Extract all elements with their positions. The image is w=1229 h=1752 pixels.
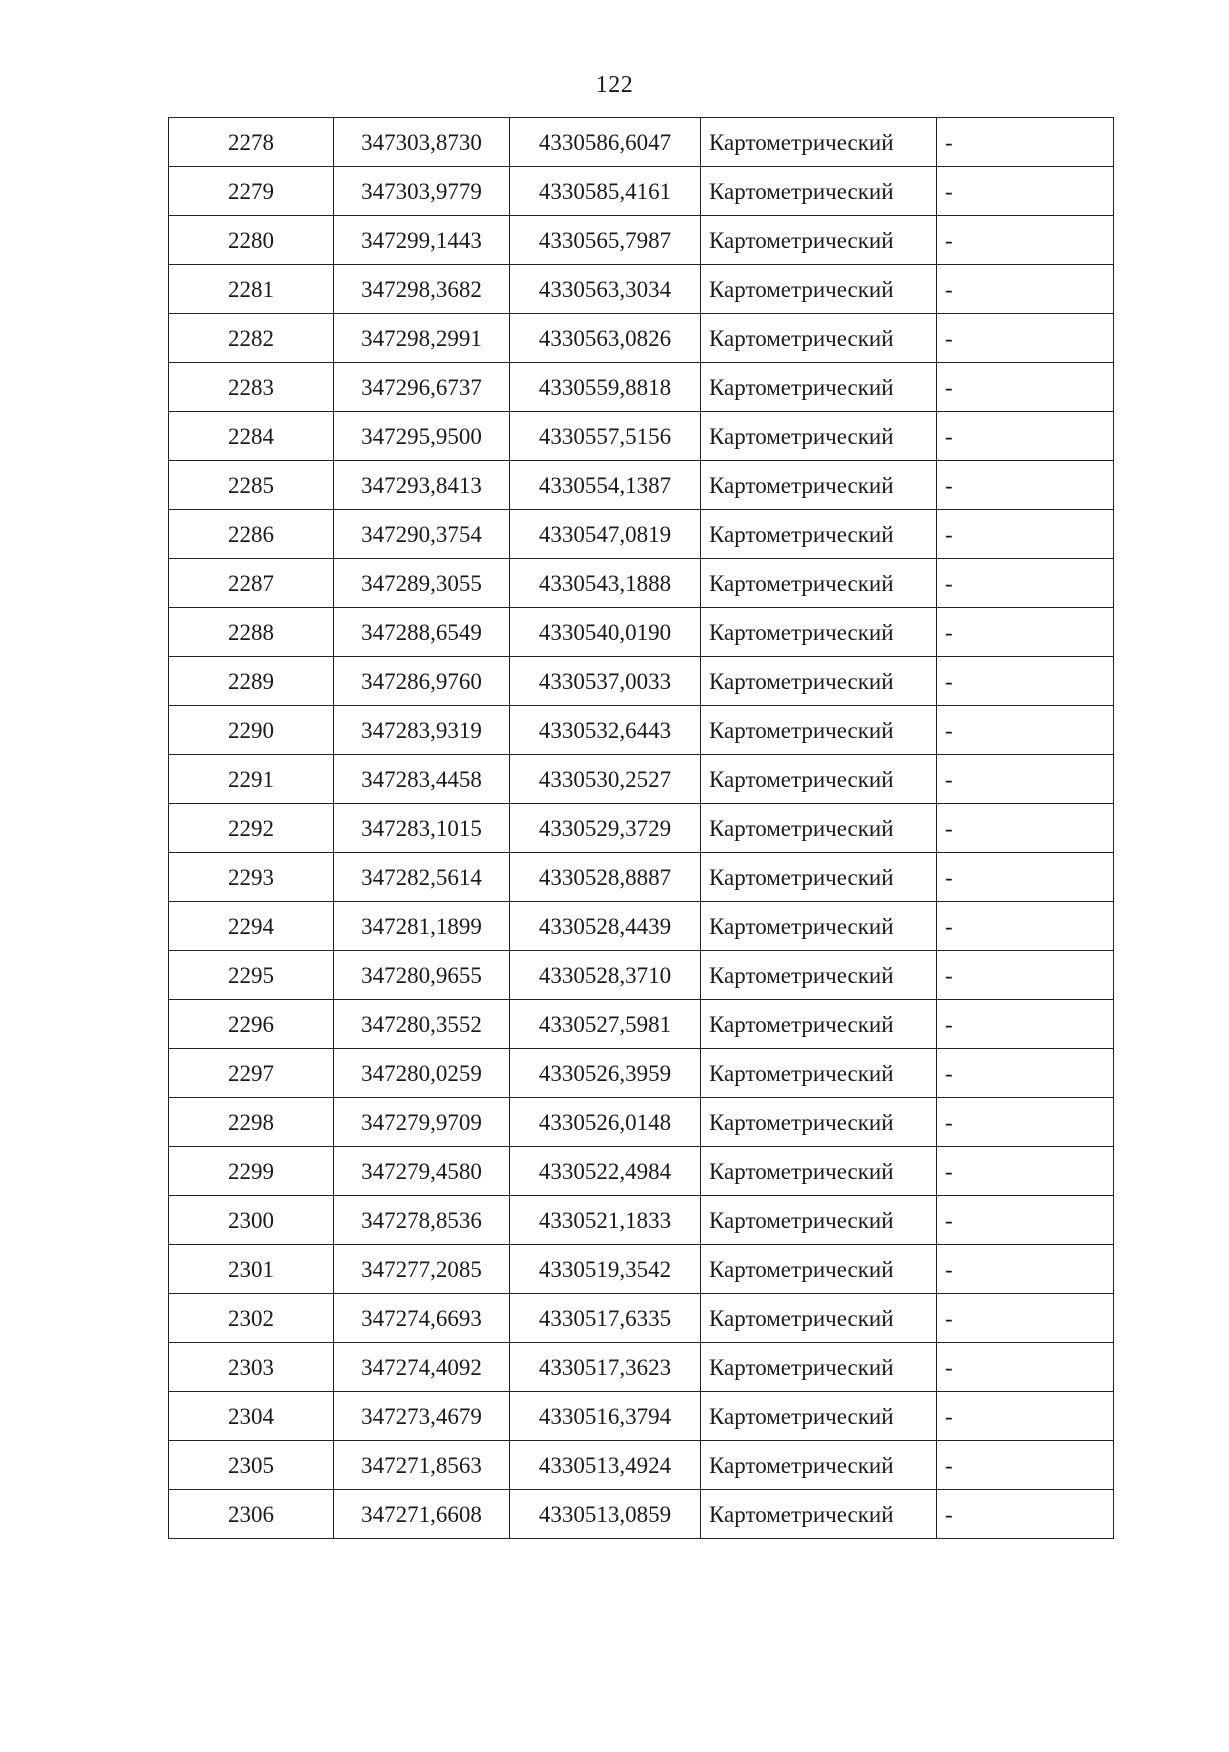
method-cell: Картометрический — [701, 1441, 937, 1490]
point-number-cell: 2293 — [169, 853, 334, 902]
method-cell: Картометрический — [701, 118, 937, 167]
x-coordinate-cell: 347280,9655 — [334, 951, 510, 1000]
point-number-cell: 2288 — [169, 608, 334, 657]
error-cell: - — [937, 1196, 1114, 1245]
method-cell: Картометрический — [701, 1490, 937, 1539]
y-coordinate-cell: 4330526,3959 — [510, 1049, 701, 1098]
x-coordinate-cell: 347274,4092 — [334, 1343, 510, 1392]
y-coordinate-cell: 4330528,8887 — [510, 853, 701, 902]
point-number-cell: 2302 — [169, 1294, 334, 1343]
table-row — [169, 412, 1114, 461]
table-row — [169, 1098, 1114, 1147]
x-coordinate-cell: 347296,6737 — [334, 363, 510, 412]
y-coordinate-cell: 4330517,3623 — [510, 1343, 701, 1392]
table-row — [169, 1294, 1114, 1343]
y-coordinate-cell: 4330554,1387 — [510, 461, 701, 510]
method-cell: Картометрический — [701, 608, 937, 657]
y-coordinate-cell: 4330563,0826 — [510, 314, 701, 363]
error-cell: - — [937, 608, 1114, 657]
table-row — [169, 608, 1114, 657]
y-coordinate-cell: 4330529,3729 — [510, 804, 701, 853]
table-row — [169, 167, 1114, 216]
error-cell: - — [937, 706, 1114, 755]
error-cell: - — [937, 510, 1114, 559]
point-number-cell: 2296 — [169, 1000, 334, 1049]
table-row — [169, 853, 1114, 902]
error-cell: - — [937, 1441, 1114, 1490]
point-number-cell: 2285 — [169, 461, 334, 510]
x-coordinate-cell: 347282,5614 — [334, 853, 510, 902]
method-cell: Картометрический — [701, 853, 937, 902]
point-number-cell: 2305 — [169, 1441, 334, 1490]
x-coordinate-cell: 347303,9779 — [334, 167, 510, 216]
x-coordinate-cell: 347273,4679 — [334, 1392, 510, 1441]
table-row — [169, 1441, 1114, 1490]
y-coordinate-cell: 4330557,5156 — [510, 412, 701, 461]
method-cell: Картометрический — [701, 461, 937, 510]
error-cell: - — [937, 559, 1114, 608]
method-cell: Картометрический — [701, 510, 937, 559]
table-row — [169, 461, 1114, 510]
x-coordinate-cell: 347298,3682 — [334, 265, 510, 314]
point-number-cell: 2287 — [169, 559, 334, 608]
point-number-cell: 2297 — [169, 1049, 334, 1098]
method-cell: Картометрический — [701, 559, 937, 608]
method-cell: Картометрический — [701, 314, 937, 363]
error-cell: - — [937, 657, 1114, 706]
error-cell: - — [937, 1000, 1114, 1049]
table-row — [169, 755, 1114, 804]
y-coordinate-cell: 4330532,6443 — [510, 706, 701, 755]
error-cell: - — [937, 1245, 1114, 1294]
x-coordinate-cell: 347288,6549 — [334, 608, 510, 657]
method-cell: Картометрический — [701, 1196, 937, 1245]
error-cell: - — [937, 1490, 1114, 1539]
table-row — [169, 1049, 1114, 1098]
x-coordinate-cell: 347283,1015 — [334, 804, 510, 853]
method-cell: Картометрический — [701, 1147, 937, 1196]
y-coordinate-cell: 4330565,7987 — [510, 216, 701, 265]
coordinates-table — [168, 117, 1114, 1539]
error-cell: - — [937, 1049, 1114, 1098]
y-coordinate-cell: 4330519,3542 — [510, 1245, 701, 1294]
y-coordinate-cell: 4330522,4984 — [510, 1147, 701, 1196]
table-row — [169, 706, 1114, 755]
table-row — [169, 1196, 1114, 1245]
error-cell: - — [937, 461, 1114, 510]
method-cell: Картометрический — [701, 363, 937, 412]
x-coordinate-cell: 347271,8563 — [334, 1441, 510, 1490]
x-coordinate-cell: 347289,3055 — [334, 559, 510, 608]
y-coordinate-cell: 4330585,4161 — [510, 167, 701, 216]
method-cell: Картометрический — [701, 1000, 937, 1049]
x-coordinate-cell: 347283,9319 — [334, 706, 510, 755]
x-coordinate-cell: 347279,4580 — [334, 1147, 510, 1196]
x-coordinate-cell: 347286,9760 — [334, 657, 510, 706]
y-coordinate-cell: 4330586,6047 — [510, 118, 701, 167]
y-coordinate-cell: 4330527,5981 — [510, 1000, 701, 1049]
error-cell: - — [937, 902, 1114, 951]
error-cell: - — [937, 1343, 1114, 1392]
error-cell: - — [937, 1098, 1114, 1147]
x-coordinate-cell: 347279,9709 — [334, 1098, 510, 1147]
x-coordinate-cell: 347295,9500 — [334, 412, 510, 461]
method-cell: Картометрический — [701, 1245, 937, 1294]
error-cell: - — [937, 1147, 1114, 1196]
y-coordinate-cell: 4330543,1888 — [510, 559, 701, 608]
method-cell: Картометрический — [701, 657, 937, 706]
point-number-cell: 2294 — [169, 902, 334, 951]
y-coordinate-cell: 4330537,0033 — [510, 657, 701, 706]
y-coordinate-cell: 4330516,3794 — [510, 1392, 701, 1441]
point-number-cell: 2303 — [169, 1343, 334, 1392]
y-coordinate-cell: 4330513,4924 — [510, 1441, 701, 1490]
point-number-cell: 2306 — [169, 1490, 334, 1539]
point-number-cell: 2281 — [169, 265, 334, 314]
method-cell: Картометрический — [701, 1098, 937, 1147]
page-number: 122 — [595, 72, 634, 98]
y-coordinate-cell: 4330528,3710 — [510, 951, 701, 1000]
point-number-cell: 2286 — [169, 510, 334, 559]
table-row — [169, 1392, 1114, 1441]
table-body — [169, 118, 1114, 1539]
method-cell: Картометрический — [701, 1343, 937, 1392]
table-row — [169, 1000, 1114, 1049]
table-row — [169, 804, 1114, 853]
y-coordinate-cell: 4330513,0859 — [510, 1490, 701, 1539]
method-cell: Картометрический — [701, 167, 937, 216]
x-coordinate-cell: 347274,6693 — [334, 1294, 510, 1343]
point-number-cell: 2290 — [169, 706, 334, 755]
table-row — [169, 510, 1114, 559]
point-number-cell: 2300 — [169, 1196, 334, 1245]
table-row — [169, 363, 1114, 412]
point-number-cell: 2282 — [169, 314, 334, 363]
error-cell: - — [937, 1294, 1114, 1343]
x-coordinate-cell: 347298,2991 — [334, 314, 510, 363]
error-cell: - — [937, 265, 1114, 314]
y-coordinate-cell: 4330563,3034 — [510, 265, 701, 314]
y-coordinate-cell: 4330521,1833 — [510, 1196, 701, 1245]
method-cell: Картометрический — [701, 804, 937, 853]
point-number-cell: 2304 — [169, 1392, 334, 1441]
table-row — [169, 902, 1114, 951]
table-row — [169, 314, 1114, 363]
point-number-cell: 2298 — [169, 1098, 334, 1147]
method-cell: Картометрический — [701, 902, 937, 951]
table-row — [169, 216, 1114, 265]
point-number-cell: 2292 — [169, 804, 334, 853]
point-number-cell: 2284 — [169, 412, 334, 461]
method-cell: Картометрический — [701, 1392, 937, 1441]
error-cell: - — [937, 363, 1114, 412]
method-cell: Картометрический — [701, 216, 937, 265]
x-coordinate-cell: 347277,2085 — [334, 1245, 510, 1294]
x-coordinate-cell: 347280,3552 — [334, 1000, 510, 1049]
method-cell: Картометрический — [701, 412, 937, 461]
x-coordinate-cell: 347283,4458 — [334, 755, 510, 804]
y-coordinate-cell: 4330528,4439 — [510, 902, 701, 951]
x-coordinate-cell: 347293,8413 — [334, 461, 510, 510]
error-cell: - — [937, 853, 1114, 902]
x-coordinate-cell: 347278,8536 — [334, 1196, 510, 1245]
point-number-cell: 2291 — [169, 755, 334, 804]
table-row — [169, 118, 1114, 167]
error-cell: - — [937, 216, 1114, 265]
method-cell: Картометрический — [701, 1049, 937, 1098]
table-row — [169, 265, 1114, 314]
point-number-cell: 2289 — [169, 657, 334, 706]
x-coordinate-cell: 347303,8730 — [334, 118, 510, 167]
table-row — [169, 1343, 1114, 1392]
table-row — [169, 559, 1114, 608]
x-coordinate-cell: 347280,0259 — [334, 1049, 510, 1098]
method-cell: Картометрический — [701, 755, 937, 804]
point-number-cell: 2279 — [169, 167, 334, 216]
point-number-cell: 2301 — [169, 1245, 334, 1294]
error-cell: - — [937, 167, 1114, 216]
y-coordinate-cell: 4330540,0190 — [510, 608, 701, 657]
y-coordinate-cell: 4330526,0148 — [510, 1098, 701, 1147]
point-number-cell: 2278 — [169, 118, 334, 167]
error-cell: - — [937, 412, 1114, 461]
point-number-cell: 2283 — [169, 363, 334, 412]
x-coordinate-cell: 347290,3754 — [334, 510, 510, 559]
error-cell: - — [937, 118, 1114, 167]
table-row — [169, 657, 1114, 706]
x-coordinate-cell: 347271,6608 — [334, 1490, 510, 1539]
error-cell: - — [937, 1392, 1114, 1441]
table-row — [169, 951, 1114, 1000]
point-number-cell: 2280 — [169, 216, 334, 265]
table-row — [169, 1245, 1114, 1294]
x-coordinate-cell: 347281,1899 — [334, 902, 510, 951]
error-cell: - — [937, 755, 1114, 804]
point-number-cell: 2299 — [169, 1147, 334, 1196]
point-number-cell: 2295 — [169, 951, 334, 1000]
y-coordinate-cell: 4330517,6335 — [510, 1294, 701, 1343]
method-cell: Картометрический — [701, 265, 937, 314]
method-cell: Картометрический — [701, 951, 937, 1000]
y-coordinate-cell: 4330547,0819 — [510, 510, 701, 559]
error-cell: - — [937, 804, 1114, 853]
y-coordinate-cell: 4330530,2527 — [510, 755, 701, 804]
error-cell: - — [937, 951, 1114, 1000]
table-row — [169, 1147, 1114, 1196]
method-cell: Картометрический — [701, 706, 937, 755]
method-cell: Картометрический — [701, 1294, 937, 1343]
x-coordinate-cell: 347299,1443 — [334, 216, 510, 265]
error-cell: - — [937, 314, 1114, 363]
y-coordinate-cell: 4330559,8818 — [510, 363, 701, 412]
table-row — [169, 1490, 1114, 1539]
